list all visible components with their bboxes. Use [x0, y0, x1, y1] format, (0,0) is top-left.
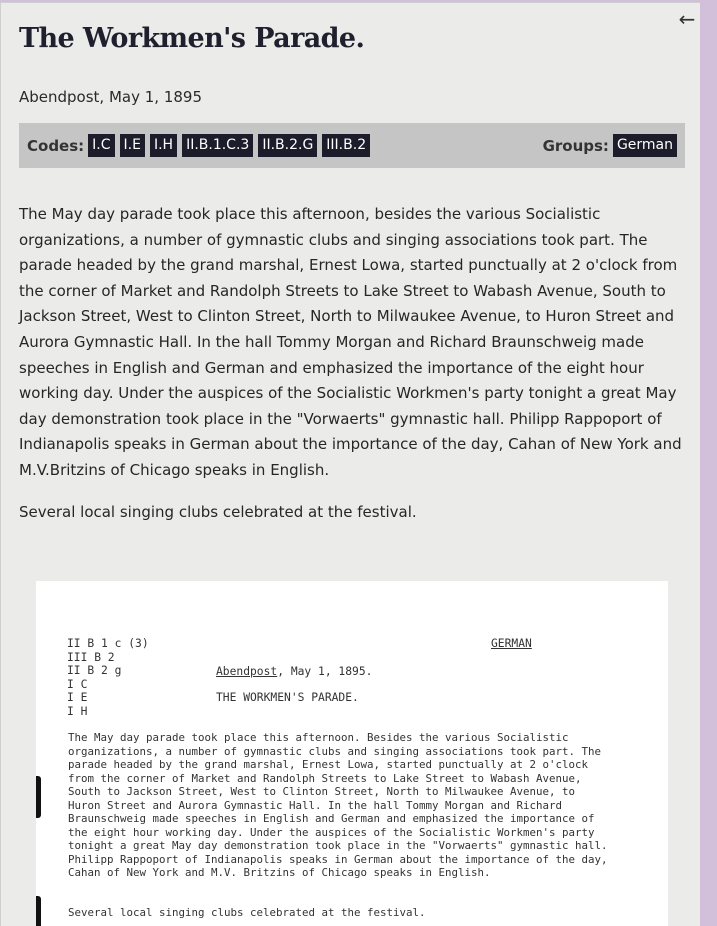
article-source: Abendpost, May 1, 1895	[19, 88, 203, 106]
code-tag[interactable]: II.B.2.G	[258, 134, 317, 157]
article-panel	[0, 2, 700, 926]
scan-body: The May day parade took place this afternoon. Besides the various Socialistic organizations, a number of gymnastic clubs and singing associations took part. The parade headed by the grand marshal, Ernest Lowa, started punctually at 2 o'clock from the corner of Market and Randolph Streets to Lake Street to Wabash Avenue, South to Jackson Street, West to Clinton Street, North to Milwaukee Avenue, to Huron Street and Aurora Gymnastic Hall. In the hall Tommy Morgan and Richard Braunschweig made speeches in English and German and emphasized the importance of the eight hour working day. Under the auspices of the Socialistic Workmen's party tonight a great May day demonstration took place in the "Vorwaerts" gymnastic hall. Philipp Rappoport of Indianapolis speaks in German about the importance of the day, Cahan of New York and M.V. Britzins of Chicago speaks in English.	[68, 731, 608, 879]
scan-source	[216, 665, 372, 679]
scan-group: GERMAN	[491, 637, 532, 650]
scan-source-name: Abendpost	[216, 665, 278, 678]
scan-code: III B 2	[67, 650, 115, 664]
code-tag[interactable]: I.H	[150, 134, 177, 157]
scan-code: II B 2 g	[67, 664, 122, 677]
scan-edge-mark	[36, 776, 41, 818]
article-paragraph: Several local singing clubs celebrated at the festival.	[19, 502, 417, 521]
codes-label: Codes:	[27, 136, 85, 155]
article-body	[19, 202, 687, 541]
scan-closing: Several local singing clubs celebrated at the festival.	[68, 906, 426, 919]
codes-bar	[19, 123, 685, 168]
group-tag[interactable]: German	[613, 134, 677, 157]
scanned-document-image	[36, 581, 668, 926]
article-title: The Workmen's Parade.	[19, 23, 365, 54]
article-paragraph: The May day parade took place this afternoon, besides the various Socialistic organizations, a number of gymnastic clubs and singing associations took part. The parade headed by the grand marshal, Ernest Lowa, started punctually at 2 o'clock from the corner of Market and Randolph Streets to Lake Street to Wabash Avenue, South to Jackson Street, West to Clinton Street, North to Milwaukee Avenue, to Huron Street and Aurora Gymnastic Hall. In the hall Tommy Morgan and Richard Braunschweig made speeches in English and German and emphasized the importance of the eight hour working day. Under the auspices of the Socialistic Workmen's party tonight a great May day demonstration took place in the "Vorwaerts" gymnastic hall. Philipp Rappoport of Indianapolis speaks in German about the importance of the day, Cahan of New York and M.V.Britzins of Chicago speaks in English.	[19, 205, 682, 479]
code-tag[interactable]: III.B.2	[322, 134, 370, 157]
back-arrow-icon[interactable]: ←	[678, 7, 696, 31]
scan-codes	[67, 637, 149, 718]
groups-label: Groups:	[542, 136, 609, 155]
scan-code: II B 1 c (3)	[67, 637, 149, 650]
scan-code: I C	[67, 677, 88, 691]
code-tag[interactable]: II.B.1.C.3	[182, 134, 253, 157]
scan-title: THE WORKMEN'S PARADE.	[216, 691, 359, 704]
scan-source-date: , May 1, 1895.	[277, 665, 373, 678]
code-tag[interactable]: I.C	[88, 134, 114, 157]
code-tag[interactable]: I.E	[120, 134, 145, 157]
scan-code: I E	[67, 691, 88, 704]
scan-edge-mark	[36, 896, 41, 926]
scan-code: I H	[67, 704, 88, 718]
